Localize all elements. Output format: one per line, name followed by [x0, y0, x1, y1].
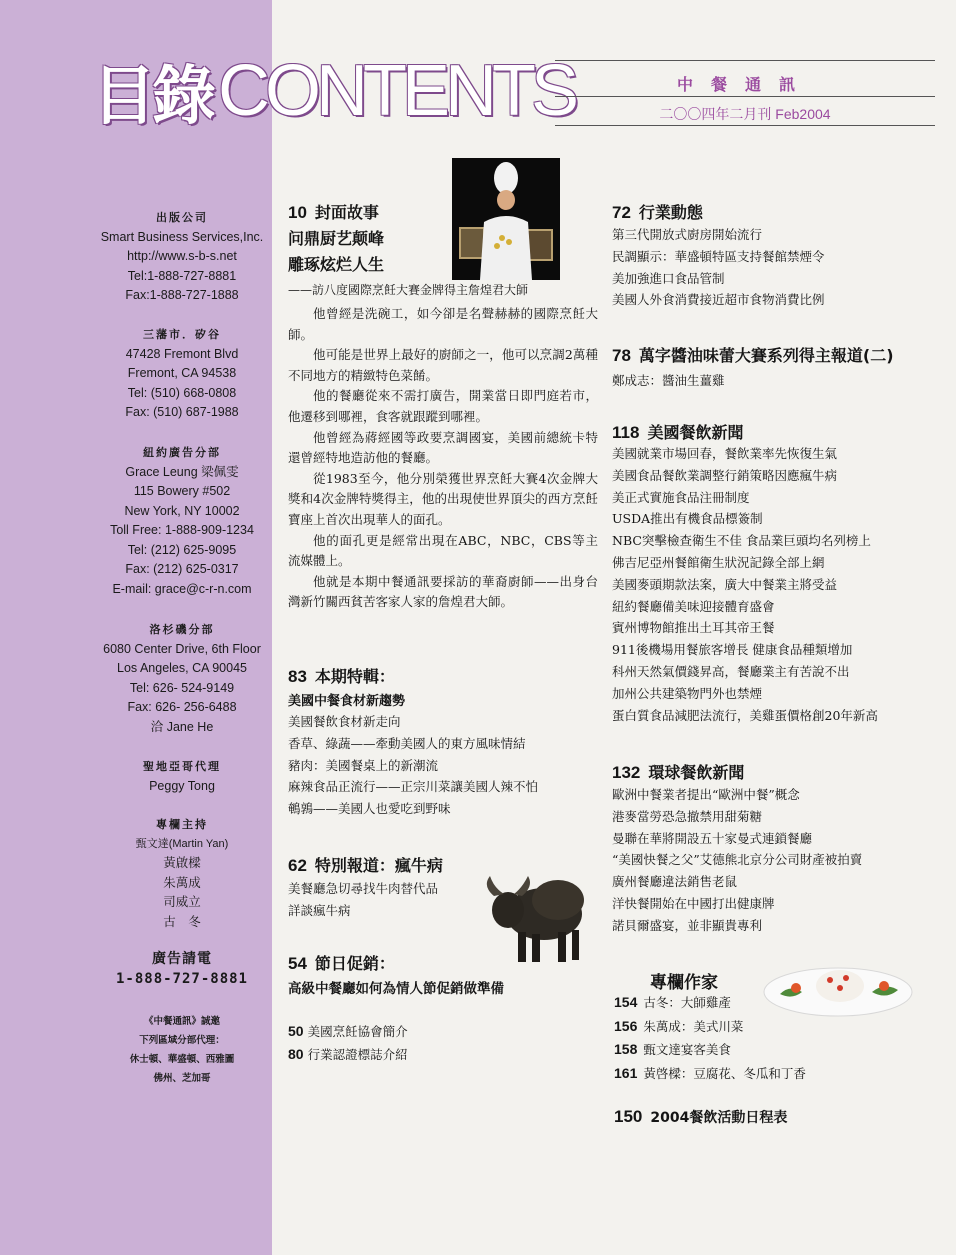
- industry-72-number: 72: [612, 203, 631, 222]
- la-heading: 洛杉磯分部: [149, 623, 215, 636]
- publisher-block: [88, 208, 276, 306]
- global-132-list: [612, 784, 862, 937]
- special-62-list: [288, 878, 438, 922]
- ny-line: 115 Bowery #502: [133, 484, 231, 498]
- list-item: 佛吉尼亞州餐館衛生狀況記錄全部上網: [612, 554, 825, 570]
- agents-line: 休士頓、華盛頓、西雅圖: [129, 1054, 235, 1065]
- column-item-number: 156: [614, 1017, 638, 1034]
- holiday-54-number: 54: [288, 954, 307, 973]
- list-item: 美加強進口食品管制: [612, 270, 725, 286]
- rule-bottom: [555, 125, 935, 126]
- holiday-54-label: 節日促銷：: [314, 954, 395, 973]
- ny-line: E-mail: grace@c-r-n.com: [112, 581, 252, 596]
- la-line: 洽 Jane He: [150, 719, 214, 734]
- list-item: USDA推出有機食品標簽制: [612, 511, 763, 527]
- columnist-name: 甄文達(Martin Yan): [135, 837, 229, 850]
- feature-83-number: 83: [288, 667, 307, 686]
- cover-subtitle: ——訪八度國際烹飪大賽金牌得主詹煌君大師: [288, 283, 529, 297]
- list-item: “美國快餐之父”艾德熊北京分公司財產被拍賣: [612, 852, 863, 868]
- contents-title: [92, 51, 574, 134]
- cover-paragraph: 從1983至今，他分別榮獲世界烹飪大賽4次金牌大獎和4次金牌特獎得主，他的出現使世界頂尖的西方烹飪寶座上首次出現華人的面孔。: [288, 470, 598, 527]
- special-62-number: 62: [288, 856, 307, 875]
- list-item: 洋快餐開始在中國打出健康牌: [612, 895, 775, 911]
- ny-line: Tel: (212) 625-9095: [127, 542, 237, 557]
- list-item: 民調顯示：華盛頓特區支持餐館禁煙令: [612, 248, 825, 264]
- agents-line: 《中餐通訊》誠邀: [143, 1016, 220, 1027]
- ny-block: [88, 443, 276, 599]
- sauce-78-label: 萬字醬油味蕾大賽系列得主報道(二): [638, 346, 894, 365]
- sf-line: Fax: (510) 687-1988: [125, 405, 239, 419]
- feature-83-title: [288, 664, 395, 687]
- list-item: 美國食品餐飲業調整行銷策略因應瘋牛病: [612, 467, 838, 483]
- list-item: 賓州博物館推出土耳其帝王餐: [612, 620, 775, 636]
- calendar-text: 2004餐飲活動日程表: [650, 1110, 788, 1126]
- cover-headline-2: 雕琢炫烂人生: [288, 255, 385, 274]
- la-line: 6080 Center Drive, 6th Floor: [103, 641, 261, 656]
- columnist-name: 黃啟樑: [163, 856, 201, 870]
- cover-paragraph: 他的餐廳從來不需打廣告，開業當日即門庭若市，他遷移到哪裡，食客就跟蹤到哪裡。: [288, 388, 598, 424]
- cover-page-number: 10: [288, 203, 307, 222]
- ny-line: Grace Leung 梁佩雯: [125, 464, 239, 479]
- list-item: 歐洲中餐業者提出“歐洲中餐”概念: [612, 787, 800, 802]
- misc-item-number: 80: [288, 1046, 304, 1062]
- ads-block: [88, 950, 276, 989]
- column-item-text: 朱萬成：美式川菜: [643, 1018, 744, 1034]
- la-block: [88, 620, 276, 737]
- global-132-title: [612, 760, 744, 783]
- list-item: 香草、綠蔬——牽動美國人的東方風味情結: [288, 735, 526, 751]
- industry-72-title: [612, 200, 703, 223]
- industry-72-list: [612, 224, 825, 311]
- calendar-entry: [614, 1107, 787, 1127]
- sf-heading: 三藩市．矽谷: [143, 328, 221, 341]
- feature-83-label: 本期特輯：: [314, 667, 395, 686]
- sauce-78-number: 78: [612, 346, 631, 365]
- cover-label: 封面故事: [314, 203, 379, 222]
- list-item: 紐約餐廳備美味迎接體育盛會: [612, 598, 775, 614]
- column-item-number: 158: [614, 1041, 638, 1057]
- column-item-number: 161: [614, 1064, 638, 1081]
- columns-heading: 專欄作家: [650, 973, 718, 993]
- agents-line: 佛州、芝加哥: [153, 1073, 211, 1084]
- publisher-line: Fax:1-888-727-1888: [125, 288, 239, 302]
- publisher-line: http://www.s-b-s.net: [127, 249, 237, 263]
- sd-block: [88, 757, 276, 796]
- chef-photo: [452, 158, 560, 280]
- ads-heading: 廣告請電: [152, 951, 212, 967]
- column-item: [614, 1038, 806, 1062]
- list-item: 加州公共建築物門外也禁煙: [612, 685, 763, 701]
- list-item: 鵪鶉——美國人也愛吃到野味: [288, 801, 451, 817]
- misc-items: [288, 1020, 408, 1066]
- cover-paragraph: 他曾經是洗碗工，如今卻是名聲赫赫的國際烹飪大師。: [288, 306, 598, 342]
- list-item: 廣州餐廳違法銷售老鼠: [612, 874, 738, 890]
- feature-83-list: [288, 711, 538, 820]
- list-item: 美正式實施食品注冊制度: [612, 489, 750, 505]
- title-en: CONTENTS: [218, 51, 574, 131]
- columns-list: [614, 991, 806, 1085]
- list-item: 詳談瘋牛病: [288, 902, 351, 918]
- list-item: 麻辣食品正流行——正宗川菜讓美國人辣不怕: [288, 779, 539, 795]
- magazine-name: 中餐通訊: [676, 75, 813, 94]
- misc-item: [288, 1020, 408, 1043]
- title-zh: 目錄: [92, 60, 212, 134]
- columnists-heading: 專欄主持: [156, 818, 208, 831]
- column-item-text: 古冬：大師雞產: [643, 995, 731, 1010]
- ny-line: New York, NY 10002: [124, 503, 240, 518]
- list-item: 美國就業市場回春，餐飲業率先恢復生氣: [612, 446, 838, 461]
- sauce-78-title: [612, 343, 894, 366]
- list-item: 美國麥頭期款法案，廣大中餐業主將受益: [612, 576, 838, 592]
- la-line: Los Angeles, CA 90045: [117, 661, 247, 675]
- misc-item-text: 美國烹飪協會簡介: [307, 1024, 408, 1039]
- la-line: Tel: 626- 524-9149: [129, 680, 235, 695]
- usnews-118-title: [612, 420, 743, 443]
- rule-top: [555, 60, 935, 61]
- global-132-number: 132: [612, 763, 641, 782]
- cover-paragraph: 他可能是世界上最好的廚師之一，他可以烹調2萬種不同地方的精緻特色菜餚。: [288, 347, 598, 383]
- agents-block: [88, 1012, 276, 1088]
- ads-phone: 1-888-727-8881: [115, 970, 248, 987]
- buffalo-illustration: [478, 862, 590, 966]
- holiday-54-title: [288, 951, 395, 974]
- sf-block: [88, 325, 276, 423]
- column-item-text: 黃啓樑：豆腐花、冬瓜和丁香: [643, 1065, 806, 1081]
- cover-headline-1: 问鼎厨艺颠峰: [288, 229, 385, 248]
- misc-item: [288, 1043, 408, 1066]
- list-item: 曼聯在華將開設五十家曼式連鎖餐廳: [612, 830, 813, 846]
- list-item: 第三代開放式廚房開始流行: [612, 227, 763, 242]
- column-item-number: 154: [614, 994, 638, 1010]
- sd-heading: 聖地亞哥代理: [143, 760, 221, 773]
- cover-story-heading: [288, 200, 384, 278]
- la-line: Fax: 626- 256-6488: [127, 700, 237, 714]
- column-item-text: 甄文達宴客美食: [643, 1042, 731, 1057]
- sf-line: Tel: (510) 668-0808: [127, 385, 237, 400]
- list-item: 美國人外食消費接近超市食物消費比例: [612, 292, 825, 308]
- ny-heading: 紐約廣告分部: [143, 446, 221, 459]
- columnists-block: [88, 815, 276, 932]
- list-item: 美餐廳急切尋找牛肉替代品: [288, 881, 439, 896]
- misc-item-number: 50: [288, 1023, 304, 1039]
- issue-date: 二〇〇四年二月刊 Feb2004: [659, 106, 831, 122]
- ny-line: Toll Free: 1-888-909-1234: [110, 523, 254, 537]
- list-item: 911後機場用餐旅客增長 健康食品種類增加: [612, 642, 853, 658]
- sf-line: Fremont, CA 94538: [127, 366, 237, 380]
- publisher-line: Tel:1-888-727-8881: [127, 268, 237, 283]
- ny-line: Fax: (212) 625-0317: [125, 562, 239, 576]
- usnews-118-number: 118: [612, 423, 640, 442]
- usnews-118-label: 美國餐飲新聞: [647, 423, 744, 442]
- misc-item-text: 行業認證標誌介紹: [307, 1047, 408, 1062]
- sauce-78-list: [612, 370, 725, 392]
- list-item: 豬肉：美國餐桌上的新潮流: [288, 757, 439, 773]
- agents-line: 下列區域分部代理：: [139, 1035, 225, 1046]
- column-item: [614, 1062, 806, 1086]
- column-item: [614, 1015, 806, 1039]
- columnist-name: 朱萬成: [163, 875, 201, 890]
- usnews-118-list: [612, 443, 878, 726]
- columnist-name: 司威立: [163, 895, 201, 909]
- cover-paragraph: 他的面孔更是經常出現在ABC，NBC，CBS等主流媒體上。: [288, 532, 598, 569]
- cover-paragraph: 他就是本期中餐通訊要採訪的華裔廚師——出身台灣新竹關西貧苦客家人家的詹煌君大師。: [288, 573, 598, 610]
- list-item: 諾貝爾盛宴，並非顯貴專利: [612, 917, 763, 933]
- rule-mid: [555, 96, 935, 97]
- list-item: 港麥當勞恐急撤禁用甜菊糖: [612, 808, 763, 824]
- cover-story-body: [288, 304, 598, 613]
- list-item: 蛋白質食品減肥法流行，美雞蛋價格創20年新高: [612, 707, 878, 723]
- publisher-line: Smart Business Services,Inc.: [100, 229, 264, 244]
- holiday-54-subhead: 高級中餐廳如何為情人節促銷做準備: [288, 981, 504, 997]
- industry-72-label: 行業動態: [638, 203, 703, 222]
- special-62-label: 特別報道：瘋牛病: [314, 856, 443, 875]
- calendar-number: 150: [614, 1107, 643, 1126]
- publisher-heading: 出版公司: [156, 211, 208, 224]
- columnist-name: 古 冬: [163, 914, 201, 929]
- global-132-label: 環球餐飲新聞: [648, 763, 745, 782]
- column-item: [614, 991, 806, 1015]
- list-item: 鄭成志：醬油生薑雞: [612, 373, 725, 388]
- list-item: 科州天然氣價錢昇高，餐廳業主有苦說不出: [612, 663, 850, 679]
- list-item: 美國餐飲食材新走向: [288, 714, 401, 729]
- special-62-title: [288, 853, 443, 876]
- list-item: NBC突擊檢查衛生不佳 食品業巨頭均名列榜上: [612, 533, 871, 549]
- sd-line: Peggy Tong: [149, 778, 215, 793]
- sf-line: 47428 Fremont Blvd: [125, 346, 239, 361]
- cover-paragraph: 他曾經為蔣經國等政要烹調國宴，美國前總統卡特還曾經特地造訪他的餐廳。: [288, 429, 598, 466]
- feature-83-subhead: 美國中餐食材新趨勢: [288, 694, 406, 709]
